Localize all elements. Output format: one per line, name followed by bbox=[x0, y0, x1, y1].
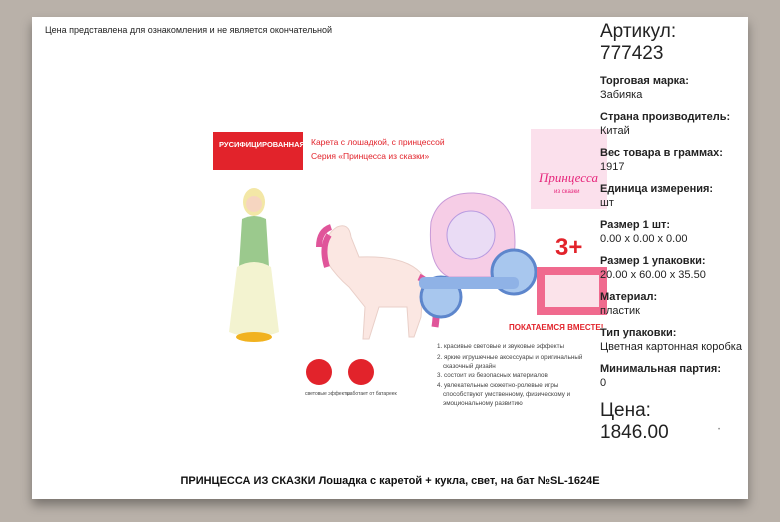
spec-row bbox=[600, 75, 750, 102]
spec-row bbox=[600, 147, 750, 174]
price-disclaimer: Цена представлена для ознакомления и не является окончательной bbox=[45, 25, 333, 35]
headline-2: Серия «Принцесса из сказки» bbox=[311, 151, 430, 161]
spec-value: Забияка bbox=[600, 89, 643, 101]
small-dot: • bbox=[718, 427, 721, 433]
feature-line: 4. увлекательные сюжетно-ролевые игры bbox=[437, 382, 559, 389]
product-card bbox=[32, 17, 748, 499]
product-info-panel bbox=[600, 21, 750, 444]
spec-row bbox=[600, 363, 750, 390]
spec-label: Тип упаковки: bbox=[600, 327, 677, 339]
light-effects-icon bbox=[306, 359, 332, 385]
spec-value: шт bbox=[600, 197, 614, 209]
spec-label: Торговая марка: bbox=[600, 75, 689, 87]
price-block bbox=[600, 400, 750, 444]
icon2-caption: работает от батареек bbox=[347, 391, 397, 397]
feature-line: 1. красивые световые и звуковые эффекты bbox=[437, 343, 564, 350]
spec-label: Минимальная партия: bbox=[600, 363, 721, 375]
product-title: ПРИНЦЕССА ИЗ СКАЗКИ Лошадка с каретой + кукла, свет, на бат №SL-1624E bbox=[180, 475, 600, 487]
feature-line: эмоциональному развитию bbox=[443, 400, 523, 407]
spec-value: 0.00 x 0.00 x 0.00 bbox=[600, 233, 688, 245]
banner-text-1: РУСИФИЦИРОВАННАЯ УПАКОВКА bbox=[219, 140, 349, 149]
series-logo-box bbox=[531, 129, 607, 209]
spec-label: Материал: bbox=[600, 291, 658, 303]
price-value: 1846.00 bbox=[600, 422, 669, 443]
doll-figure bbox=[229, 188, 279, 342]
spec-value: пластик bbox=[600, 305, 640, 317]
icon1-caption: световые эффекты bbox=[305, 391, 350, 397]
spec-row bbox=[600, 327, 750, 354]
logo-sub: из сказки bbox=[554, 189, 580, 195]
spec-value: 1917 bbox=[600, 161, 625, 173]
spec-value: 0 bbox=[600, 377, 607, 389]
battery-icon bbox=[348, 359, 374, 385]
logo-text: Принцесса bbox=[539, 170, 598, 185]
headline-1: Карета с лошадкой, с принцессой bbox=[311, 137, 445, 147]
spec-row bbox=[600, 291, 750, 318]
sku-value: 777423 bbox=[600, 43, 664, 64]
spec-value: 20.00 x 60.00 x 35.50 bbox=[600, 269, 706, 281]
spec-value: Цветная картонная коробка bbox=[600, 341, 742, 353]
price-label: Цена: bbox=[600, 400, 651, 421]
product-photo bbox=[209, 127, 611, 417]
age-label: 3+ bbox=[555, 234, 583, 261]
feature-line: способствуют умственному, физическому и bbox=[443, 391, 571, 398]
spec-label: Вес товара в граммах: bbox=[600, 147, 723, 159]
carriage-figure bbox=[419, 193, 536, 317]
russian-pack-banner bbox=[213, 132, 303, 170]
feature-line: 3. состоит из безопасных материалов bbox=[437, 372, 548, 379]
spec-label: Единица измерения: bbox=[600, 183, 714, 195]
spec-label: Размер 1 шт: bbox=[600, 219, 671, 231]
horse-figure bbox=[319, 226, 436, 339]
sku-label: Артикул: bbox=[600, 21, 677, 42]
spec-row bbox=[600, 219, 750, 246]
spec-row bbox=[600, 111, 750, 138]
feature-line: 2. яркие игрушечные аксессуары и оригинальный bbox=[437, 354, 583, 361]
spec-label: Размер 1 упаковки: bbox=[600, 255, 706, 267]
spec-value: Китай bbox=[600, 125, 630, 137]
spec-label: Страна производитель: bbox=[600, 111, 731, 123]
slogan-text: ПОКАТАЕМСЯ ВМЕСТЕ! bbox=[509, 323, 604, 332]
spec-row bbox=[600, 183, 750, 210]
features-list bbox=[437, 343, 583, 407]
spec-row bbox=[600, 255, 750, 282]
feature-line: сказочный дизайн bbox=[443, 363, 496, 370]
